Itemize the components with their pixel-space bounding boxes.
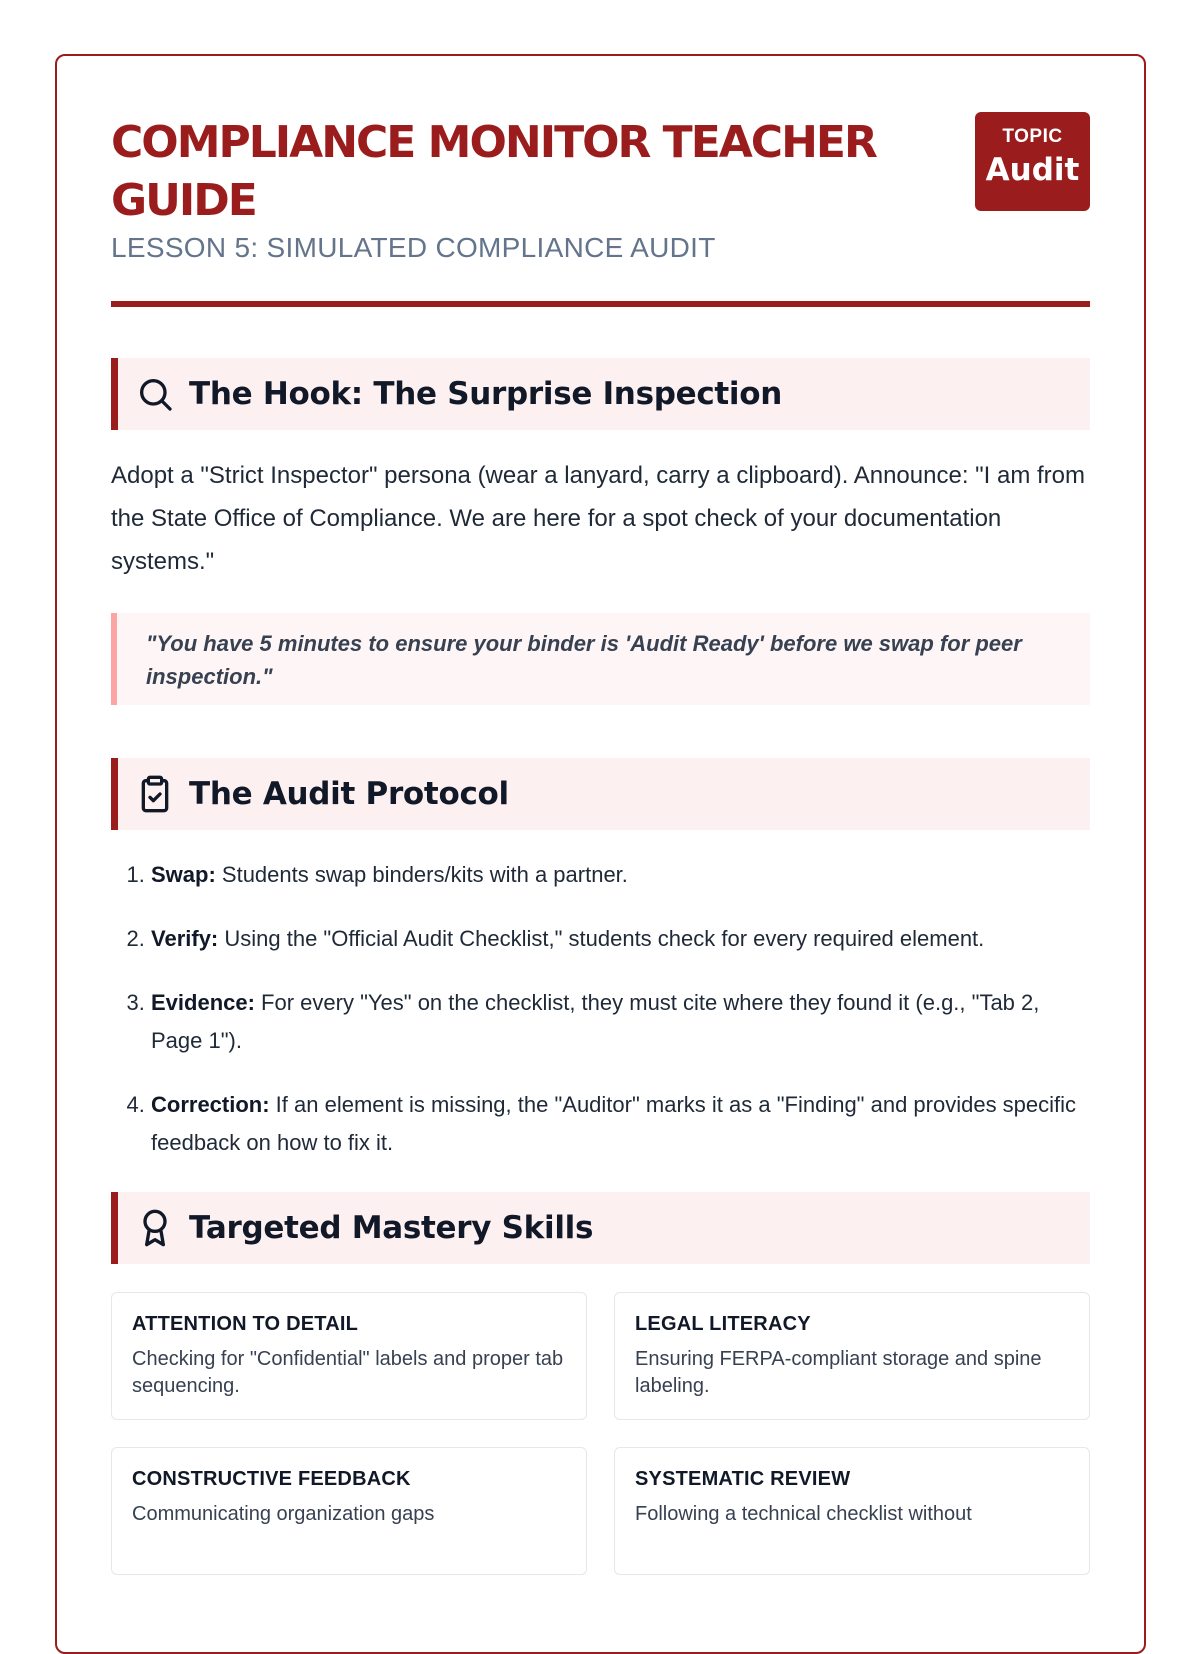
hook-body: Adopt a "Strict Inspector" persona (wear a lanyard, carry a clipboard). Announce: "I am from the State Office of Compliance. We are here for a spot check of your documentation systems.": [111, 462, 1086, 575]
hook-section-header: [111, 358, 1090, 430]
skill-title: ATTENTION TO DETAIL: [132, 1313, 359, 1335]
page-title: COMPLIANCE MONITOR TEACHER GUIDE: [111, 117, 876, 226]
page-subtitle: LESSON 5: SIMULATED COMPLIANCE AUDIT: [111, 232, 716, 263]
guide-content: [111, 56, 1090, 1575]
step-text: Students swap binders/kits with a partner.: [215, 862, 628, 887]
protocol-steps: [111, 856, 1090, 1162]
guide-card: [55, 54, 1146, 1654]
topic-badge-value: Audit: [985, 152, 1080, 188]
skill-description: Ensuring FERPA-compliant storage and spine labeling.: [635, 1348, 1042, 1397]
skill-card: [614, 1447, 1090, 1575]
skill-card: [111, 1292, 587, 1420]
skills-section-header: [111, 1192, 1090, 1264]
skill-title: SYSTEMATIC REVIEW: [635, 1468, 851, 1490]
skill-card: [111, 1447, 587, 1575]
protocol-step: [151, 856, 1090, 894]
protocol-heading: The Audit Protocol: [189, 776, 509, 812]
topic-badge-label: TOPIC: [1002, 126, 1063, 147]
award-icon: [135, 1208, 175, 1248]
hook-quote: "You have 5 minutes to ensure your binder is 'Audit Ready' before we swap for peer inspection.": [111, 613, 1090, 705]
clipboard-check-icon: [135, 774, 175, 814]
hook-heading: The Hook: The Surprise Inspection: [189, 376, 783, 412]
skill-title: LEGAL LITERACY: [635, 1313, 811, 1335]
step-text: Using the "Official Audit Checklist," students check for every required element.: [218, 926, 985, 951]
protocol-step: [151, 984, 1090, 1060]
step-term: Verify:: [151, 926, 219, 951]
step-text: For every "Yes" on the checklist, they must cite where they found it (e.g., "Tab 2, Page 1").: [151, 990, 1040, 1053]
step-term: Evidence:: [151, 990, 255, 1015]
protocol-section-header: [111, 758, 1090, 830]
skill-description: Communicating organization gaps: [132, 1503, 435, 1525]
skill-title: CONSTRUCTIVE FEEDBACK: [132, 1468, 411, 1490]
protocol-step: [151, 1086, 1090, 1162]
skills-grid: [111, 1292, 1090, 1575]
skills-heading: Targeted Mastery Skills: [189, 1210, 594, 1246]
skill-description: Following a technical checklist without: [635, 1503, 972, 1525]
page-header: [111, 56, 1090, 306]
header-divider: [111, 301, 1090, 307]
protocol-step: [151, 920, 1090, 958]
step-term: Correction:: [151, 1092, 270, 1117]
skill-description: Checking for "Confidential" labels and proper tab sequencing.: [132, 1348, 564, 1397]
step-text: If an element is missing, the "Auditor" marks it as a "Finding" and provides specific feedback on how to fix it.: [151, 1092, 1077, 1155]
step-term: Swap:: [151, 862, 216, 887]
topic-badge: [975, 112, 1090, 211]
search-icon: [135, 374, 175, 414]
skill-card: [614, 1292, 1090, 1420]
